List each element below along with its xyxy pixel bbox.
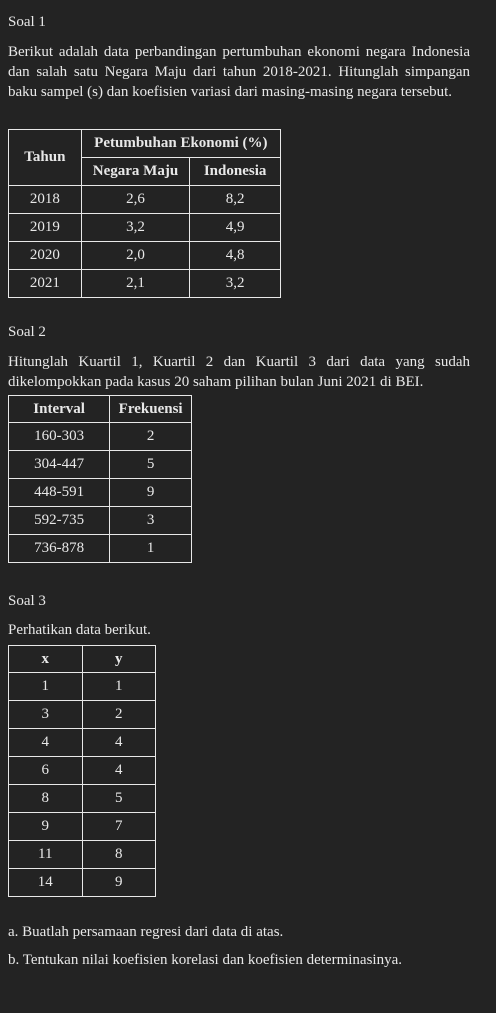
soal3-table-row: [9, 785, 156, 813]
soal2-table-row: [9, 451, 192, 479]
soal3-table-cell-x: 11: [9, 841, 83, 869]
soal2-table-cell-interval: 304-447: [9, 451, 110, 479]
soal2-col-interval: Interval: [9, 396, 110, 423]
soal2-table-cell-interval: 448-591: [9, 479, 110, 507]
soal3-text: Perhatikan data berikut.: [8, 622, 151, 638]
soal1-table-cell-maju: 2,1: [81, 270, 189, 298]
soal3-table-cell-x: 6: [9, 757, 83, 785]
soal3-table-cell-y: 4: [82, 757, 155, 785]
soal3-question-a: a. Buatlah persamaan regresi dari data di atas.: [8, 924, 284, 940]
soal1-title: Soal 1: [8, 14, 46, 30]
soal1-table-cell-tahun: 2020: [9, 242, 82, 270]
soal3-table-row: [9, 673, 156, 701]
soal1-group-header: Petumbuhan Ekonomi (%): [81, 130, 280, 158]
soal3-table-cell-x: 14: [9, 869, 83, 897]
soal1-table-cell-indonesia: 4,9: [190, 214, 281, 242]
soal2-table-cell-interval: 736-878: [9, 535, 110, 563]
soal3-col-x: x: [9, 646, 83, 673]
soal3-table-cell-y: 9: [82, 869, 155, 897]
soal2-table-row: [9, 423, 192, 451]
soal3-table-cell-y: 1: [82, 673, 155, 701]
soal1-table-cell-maju: 2,6: [81, 186, 189, 214]
soal1-table-cell-tahun: 2021: [9, 270, 82, 298]
soal3-table-cell-x: 9: [9, 813, 83, 841]
soal1-col-tahun: Tahun: [9, 130, 82, 186]
soal2-table-cell-frekuensi: 1: [110, 535, 192, 563]
soal3-table-cell-x: 1: [9, 673, 83, 701]
soal1-table-cell-indonesia: 8,2: [190, 186, 281, 214]
soal3-table-row: [9, 701, 156, 729]
soal3-col-y: y: [82, 646, 155, 673]
soal2-table-cell-interval: 592-735: [9, 507, 110, 535]
soal1-table-cell-indonesia: 4,8: [190, 242, 281, 270]
soal2-table-cell-frekuensi: 9: [110, 479, 192, 507]
soal2-table-cell-frekuensi: 2: [110, 423, 192, 451]
soal1-col-maju: Negara Maju: [81, 158, 189, 186]
soal3-table-cell-y: 5: [82, 785, 155, 813]
soal3-table-cell-y: 2: [82, 701, 155, 729]
soal3-table-cell-x: 4: [9, 729, 83, 757]
soal1-table-row: [9, 242, 281, 270]
soal3-table-row: [9, 841, 156, 869]
soal1-table-cell-tahun: 2018: [9, 186, 82, 214]
soal3-table-cell-y: 7: [82, 813, 155, 841]
soal1-table-cell-indonesia: 3,2: [190, 270, 281, 298]
soal2-col-frekuensi: Frekuensi: [110, 396, 192, 423]
soal2-table-cell-frekuensi: 5: [110, 451, 192, 479]
soal1-table: [8, 129, 281, 298]
soal2-table-row: [9, 507, 192, 535]
soal3-table-cell-y: 8: [82, 841, 155, 869]
soal1-col-indonesia: Indonesia: [190, 158, 281, 186]
soal2-table-row: [9, 479, 192, 507]
soal2-table: [8, 395, 192, 563]
soal2-table-cell-interval: 160-303: [9, 423, 110, 451]
soal1-table-row: [9, 214, 281, 242]
soal2-table-row: [9, 535, 192, 563]
soal1-table-cell-maju: 3,2: [81, 214, 189, 242]
soal3-title: Soal 3: [8, 593, 46, 609]
soal3-table: [8, 645, 156, 897]
soal3-table-cell-x: 8: [9, 785, 83, 813]
soal3-table-row: [9, 869, 156, 897]
soal3-table-row: [9, 729, 156, 757]
soal2-text: Hitunglah Kuartil 1, Kuartil 2 dan Kuartil 3 dari data yang sudah dikelompokkan pada kasus 20 saham pilihan bulan Juni 2021 di BEI.: [8, 354, 470, 390]
soal3-table-cell-x: 3: [9, 701, 83, 729]
soal1-table-row: [9, 186, 281, 214]
soal3-table-row: [9, 757, 156, 785]
soal1-table-cell-tahun: 2019: [9, 214, 82, 242]
soal1-text: Berikut adalah data perbandingan pertumbuhan ekonomi negara Indonesia dan salah satu Negara Maju dari tahun 2018-2021. Hitunglah simpangan baku sampel (s) dan koefisien variasi dari masing-masing negara tersebut.: [8, 44, 470, 100]
soal3-question-b: b. Tentukan nilai koefisien korelasi dan koefisien determinasinya.: [8, 952, 402, 968]
soal2-table-cell-frekuensi: 3: [110, 507, 192, 535]
soal1-table-cell-maju: 2,0: [81, 242, 189, 270]
soal3-table-cell-y: 4: [82, 729, 155, 757]
soal3-table-row: [9, 813, 156, 841]
soal2-title: Soal 2: [8, 324, 46, 340]
soal1-table-row: [9, 270, 281, 298]
